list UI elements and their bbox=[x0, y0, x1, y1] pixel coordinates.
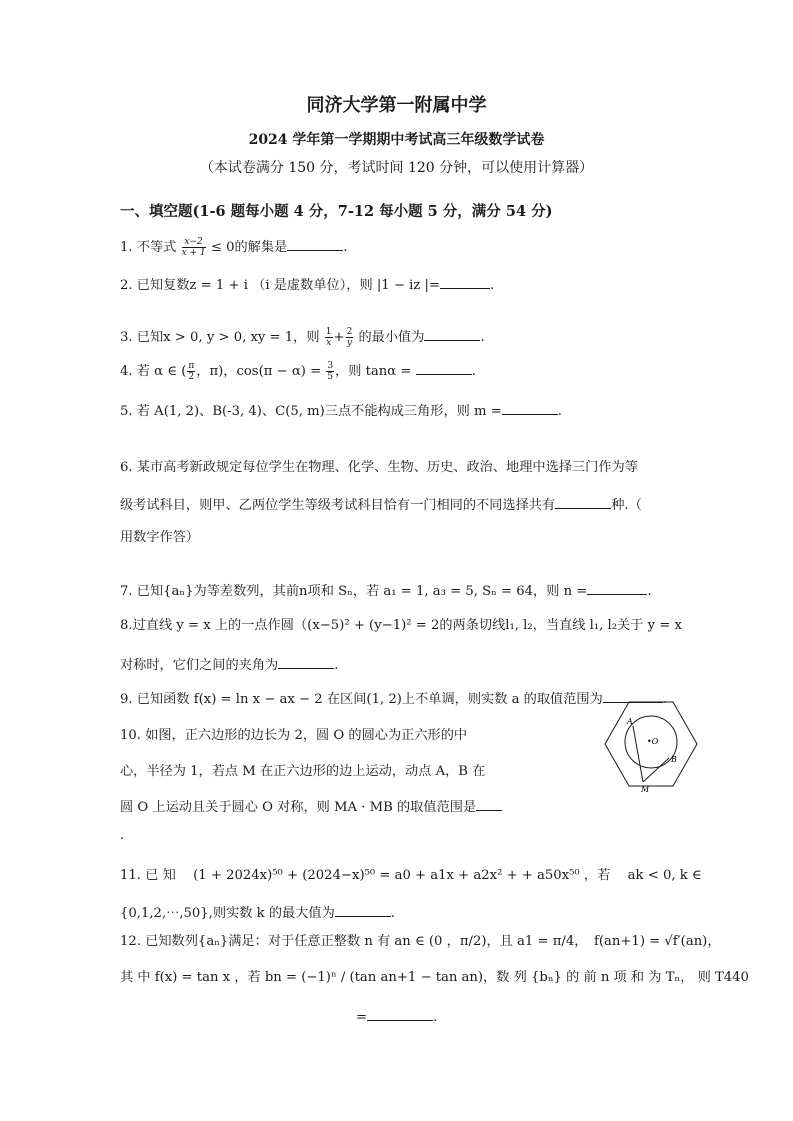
question-4: 4. 若 α ∈ ( $\frac{\pi}{2}$ ，π)，cos(π − α) = $\frac{3}{5}$ ，则 tanα = . bbox=[120, 361, 476, 382]
question-text: 已知x > 0, y > 0, xy = 1，则 bbox=[136, 330, 320, 345]
question-number: 6. bbox=[120, 460, 133, 475]
answer-blank bbox=[278, 654, 334, 669]
exam-note: （本试卷满分 150 分，考试时间 120 分钟，可以使用计算器） bbox=[199, 160, 594, 176]
question-11-line-2: {0,1,2,⋯,50},则实数 k 的最大值为 . bbox=[120, 902, 683, 924]
question-1: 1. 不等式 $\frac{x-2}{x + 1}$ ≤ 0的解集是 . bbox=[120, 237, 348, 258]
answer-blank bbox=[287, 236, 343, 251]
question-10-line-2: 心，半径为 1，若点 M 在正六边形的边上运动，动点 A，B 在 bbox=[120, 764, 486, 779]
question-number: 10. bbox=[120, 728, 141, 743]
question-6-line-2: 级考试科目，则甲、乙两位学生等级考试科目恰有一门相同的不同选择共有 种.（ bbox=[120, 494, 683, 516]
exam-title: 2024 学年第一学期期中考试高三年级数学试卷 bbox=[248, 132, 545, 148]
question-8-line-2: 对称时，它们之间的夹角为 . bbox=[120, 654, 683, 676]
fraction: $\frac{x-2}{x + 1}$ bbox=[181, 237, 206, 258]
question-text: 的最小值为 bbox=[358, 330, 425, 345]
question-text: 已知{aₙ}为等差数列，其前n项和 Sₙ，若 a₁ = 1, a₃ = 5, Sₙ = 64，则 n = bbox=[136, 584, 588, 599]
answer-blank bbox=[502, 400, 558, 415]
answer-blank bbox=[416, 360, 472, 375]
label-o: •O bbox=[647, 737, 659, 746]
question-3: 3. 已知x > 0, y > 0, xy = 1，则 $\frac{1}{x}$ + $\frac{2}{y}$ 的最小值为 . bbox=[120, 327, 485, 348]
answer-blank bbox=[440, 274, 490, 289]
question-number: 9. bbox=[120, 692, 133, 707]
question-text: ≤ 0的解集是 bbox=[210, 240, 288, 255]
answer-blank bbox=[555, 494, 611, 509]
question-number: 11. bbox=[120, 868, 141, 883]
question-text: 已知函数 f(x) = ln x − ax − 2 在区间(1, 2)上不单调，则实数 a 的取值范围为 bbox=[136, 692, 603, 707]
hexagon-circle-figure bbox=[603, 700, 699, 796]
question-number: 7. bbox=[120, 584, 133, 599]
question-6-line-1: 6. 某市高考新政规定每位学生在物理、化学、生物、历史、政治、地理中选择三门作为等 bbox=[120, 460, 638, 475]
question-number: 1. bbox=[120, 240, 133, 255]
question-12-line-2: 其 中 f(x) = tan x ，若 bn = (−1)ⁿ / (tan an+1 − tan an)，数 列 {bₙ} 的 前 n 项 和 为 Tₙ， 则 T440 bbox=[120, 970, 749, 985]
answer-blank bbox=[476, 796, 502, 811]
question-number: 12. bbox=[120, 934, 141, 949]
answer-blank bbox=[424, 326, 480, 341]
question-5: 5. 若 A(1, 2)、B(-3, 4)、C(5, m)三点不能构成三角形，则 m = . bbox=[120, 400, 683, 422]
question-12-line-3: = . bbox=[356, 1006, 683, 1028]
label-a: A bbox=[627, 717, 633, 726]
question-9: 9. 已知函数 f(x) = ln x − ax − 2 在区间(1, 2)上不单调，则实数 a 的取值范围为 . bbox=[120, 688, 683, 710]
question-text: 不等式 bbox=[136, 240, 177, 255]
question-10-line-3: 圆 O 上运动且关于圆心 O 对称，则 MA · MB 的取值范围是 bbox=[120, 796, 493, 818]
segment-mb bbox=[643, 758, 669, 782]
question-number: 5. bbox=[120, 404, 133, 419]
question-number: 3. bbox=[120, 330, 133, 345]
question-10-end: . bbox=[120, 828, 125, 843]
question-11-line-1: 11. 已 知 (1 + 2024x)⁵⁰ + (2024−x)⁵⁰ = a0 + a1x + a2x² + + a50x⁵⁰ ，若 ak < 0, k ∈ bbox=[120, 868, 702, 883]
question-7: 7. 已知{aₙ}为等差数列，其前n项和 Sₙ，若 a₁ = 1, a₃ = 5, Sₙ = 64，则 n = . bbox=[120, 580, 683, 602]
question-number: 8. bbox=[120, 618, 133, 633]
question-text: 若 A(1, 2)、B(-3, 4)、C(5, m)三点不能构成三角形，则 m = bbox=[136, 404, 502, 419]
question-10-line-1: 10. 如图，正六边形的边长为 2，圆 O 的圆心为正六形的中 bbox=[120, 728, 468, 743]
school-title: 同济大学第一附属中学 bbox=[306, 95, 487, 116]
question-number: 2. bbox=[120, 278, 133, 293]
question-2: 2. 已知复数z = 1 + i （i 是虚数单位），则 |1 − iz |= . bbox=[120, 274, 683, 296]
section-title: 一、填空题(1-6 题每小题 4 分，7-12 每小题 5 分，满分 54 分) bbox=[120, 203, 553, 220]
question-12-line-1: 12. 已知数列{aₙ}满足：对于任意正整数 n 有 an ∈ (0 ，π/2)，且 a1 = π/4， f(an+1) = √f′(an)， bbox=[120, 934, 721, 949]
question-text: 已知复数z = 1 + i （i 是虚数单位），则 |1 − iz |= bbox=[136, 278, 440, 293]
answer-blank bbox=[335, 902, 391, 917]
question-8-line-1: 8.过直线 y = x 上的一点作圆（(x−5)² + (y−1)² = 2的两条切线l₁, l₂，当直线 l₁, l₂关于 y = x bbox=[120, 618, 682, 633]
answer-blank bbox=[587, 580, 647, 595]
segment-ma bbox=[633, 726, 643, 782]
label-m: M bbox=[641, 785, 650, 794]
answer-blank bbox=[367, 1006, 433, 1021]
label-b: B bbox=[671, 755, 677, 764]
question-6-line-3: 用数字作答） bbox=[120, 530, 200, 545]
question-number: 4. bbox=[120, 364, 133, 379]
